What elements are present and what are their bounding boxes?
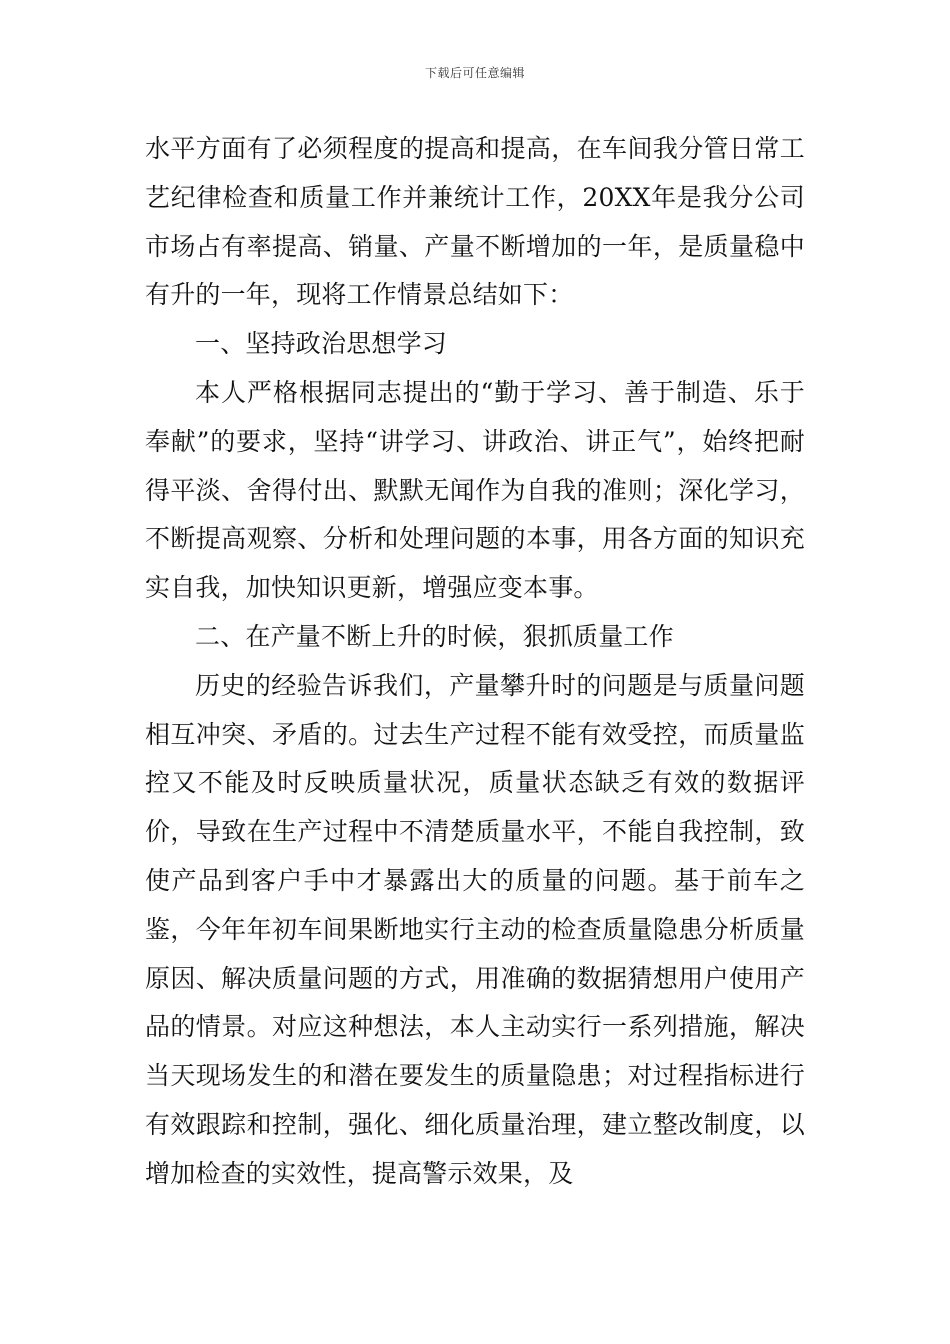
section-heading-2: 二、在产量不断上升的时候，狠抓质量工作 (195, 621, 674, 651)
paragraph-section-1: 本人严格根据同志提出的“勤于学习、善于制造、乐于奉献”的要求，坚持“讲学习、讲政治、讲正气”，始终把耐得平淡、舍得付出、默默无闻作为自我的准则；深化学习，不断提高观察、分析和处理问题的本事，用各方面的知识充实自我，加快知识更新，增强应变本事。 (145, 377, 805, 603)
paragraph-section-2: 历史的经验告诉我们，产量攀升时的问题是与质量问题相互冲突、矛盾的。过去生产过程不能有效受控，而质量监控又不能及时反映质量状况，质量状态缺乏有效的数据评价，导致在生产过程中不清楚质量水平，不能自我控制，致使产品到客户手中才暴露出大的质量的问题。基于前车之鉴，今年年初车间果断地实行主动的检查质量隐患分析质量原因、解决质量问题的方式，用准确的数据猜想用户使用产品的情景。对应这种想法，本人主动实行一系列措施，解决当天现场发生的和潜在要发生的质量隐患；对过程指标进行有效跟踪和控制，强化、细化质量治理，建立整改制度，以增加检查的实效性，提高警示效果，及 (145, 670, 805, 1188)
page-header-note: 下载后可任意编辑 (424, 66, 525, 80)
document-body (145, 125, 805, 1199)
section-heading-1: 一、坚持政治思想学习 (195, 329, 448, 359)
paragraph-intro: 水平方面有了必须程度的提高和提高，在车间我分管日常工艺纪律检查和质量工作并兼统计工作，20XX年是我分公司市场占有率提高、销量、产量不断增加的一年，是质量稳中有升的一年，现将工作情景总结如下： (145, 134, 805, 310)
